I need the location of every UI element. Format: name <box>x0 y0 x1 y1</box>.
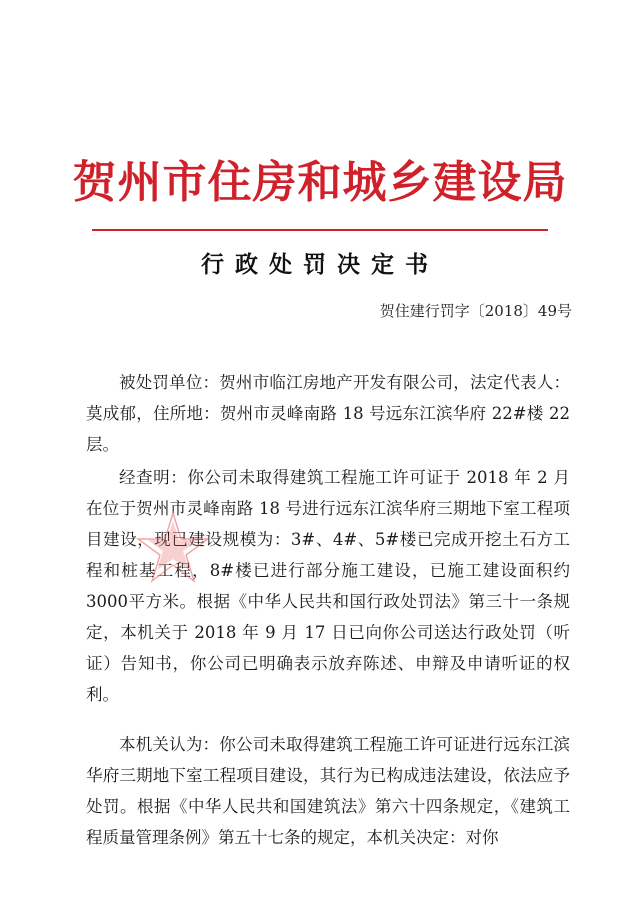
document-body <box>86 367 570 855</box>
findings-paragraph: 经查明：你公司未取得建筑工程施工许可证于 2018 年 2 月在位于贺州市灵峰南路 18 号进行远东江滨华府三期地下室工程项目建设，现已建设规模为：3#、4#、5#楼已完成开挖土石方工程和桩基工程，8#楼已进行部分施工建设，已施工建设面积约3000平方米。根据《中华人民共和国行政处罚法》第三十一条规定，本机关于 2018 年 9 月 17 日已向你公司送达行政处罚（听证）告知书，你公司已明确表示放弃陈述、申辩及申请听证的权利。 <box>86 468 570 704</box>
document-title: 行政处罚决定书 <box>201 252 439 278</box>
document-number: 贺住建行罚字〔2018〕49号 <box>379 302 572 320</box>
red-divider <box>92 229 548 231</box>
party-paragraph: 被处罚单位：贺州市临江房地产开发有限公司，法定代表人：莫成郁，住所地：贺州市灵峰南路 18 号远东江滨华府 22#楼 22层。 <box>86 373 570 454</box>
decision-paragraph: 本机关认为：你公司未取得建筑工程施工许可证进行远东江滨华府三期地下室工程项目建设，其行为已构成违法建设，依法应予处罚。根据《中华人民共和国建筑法》第六十四条规定，《建筑工程质量管理条例》第五十七条的规定，本机关决定：对你 <box>86 735 570 847</box>
agency-name: 贺州市住房和城乡建设局 <box>72 157 568 208</box>
